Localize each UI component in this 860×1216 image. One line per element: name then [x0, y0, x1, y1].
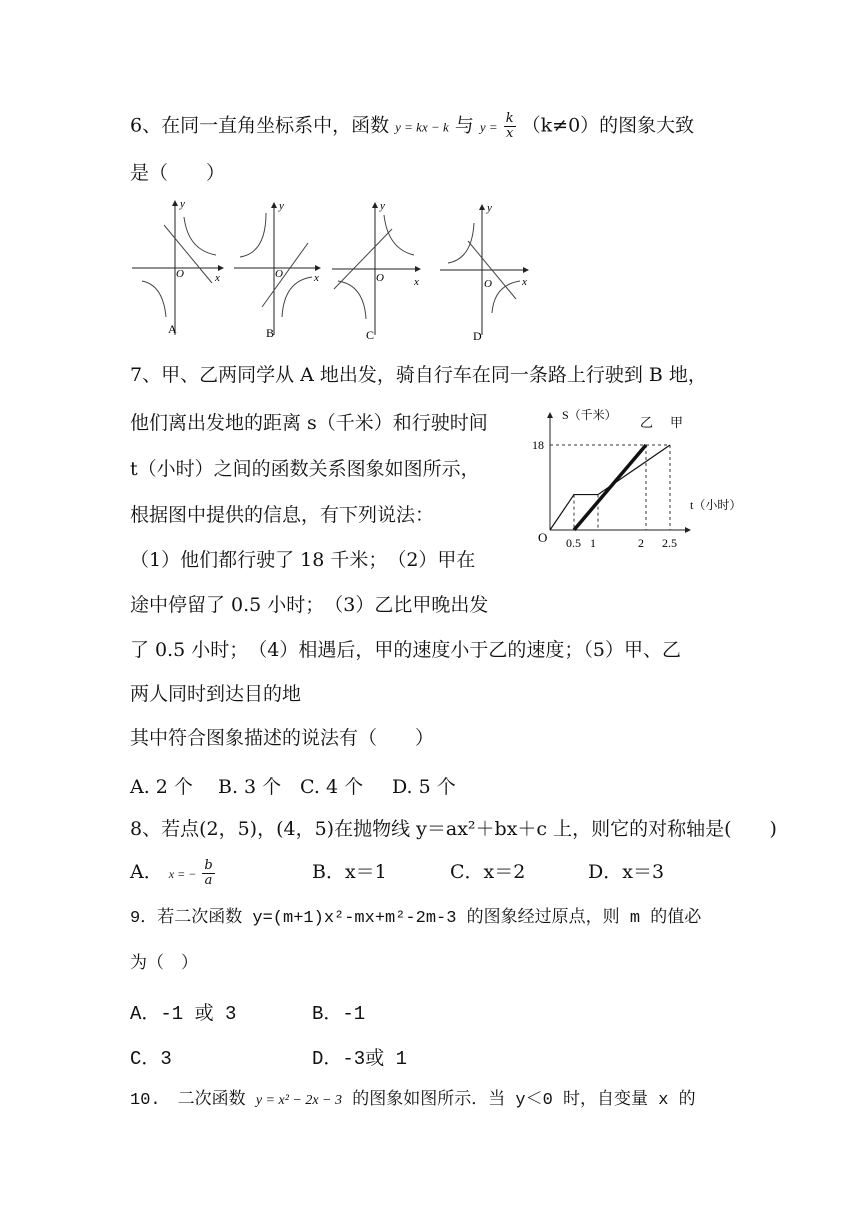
graph-d-x-label: x — [522, 276, 527, 288]
y-tick-18: 18 — [532, 438, 544, 452]
graph-b — [234, 200, 320, 340]
graph-c-label: C — [366, 328, 375, 342]
graph-c — [332, 200, 420, 342]
graph-a-x-label: x — [215, 272, 220, 284]
q8-line-1: 8、若点(2，5)，(4，5)在抛物线 y＝ax²＋bx＋c 上，则它的对称轴是( ) — [130, 818, 777, 840]
q7-line-5: （1）他们都行驶了 18 千米； （2）甲在 — [130, 549, 476, 571]
q10-prefix: 10. 二次函数 — [130, 1091, 246, 1110]
graph-c-y-label: y — [380, 200, 385, 212]
q7-distance-time-chart — [530, 405, 790, 555]
q9-option-a: A．-1 或 3 — [130, 1003, 237, 1025]
q6-graphs — [128, 195, 538, 345]
graph-b-y-label: y — [279, 200, 284, 212]
graph-b-origin: O — [275, 268, 283, 280]
x-tick-label: 2 — [638, 536, 644, 550]
q7-line-6: 途中停留了 0.5 小时； （3）乙比甲晚出发 — [130, 594, 489, 616]
q9-option-d: D．-3或 1 — [312, 1048, 408, 1070]
q8-option-b: B．x＝1 — [312, 861, 387, 883]
q8-option-a — [130, 857, 215, 888]
q10-suffix: 的图象如图所示．当 y＜0 时，自变量 x 的 — [352, 1091, 696, 1110]
q7-line-1: 7、甲、乙两同学从 A 地出发，骑自行车在同一条路上行驶到 B 地， — [130, 364, 707, 386]
graph-d-origin: O — [484, 278, 492, 290]
q7-line-9: 其中符合图象描述的说法有（ ） — [130, 727, 435, 749]
series-label-yi: 乙 — [640, 415, 654, 430]
q6-text: 6、在同一直角坐标系中，函数 — [130, 114, 390, 137]
q6-fraction — [504, 112, 516, 141]
q8-option-a-label: A． — [130, 861, 163, 883]
graph-a-origin: O — [176, 268, 184, 280]
graph-a — [132, 198, 223, 336]
x-axis-label: t（小时） — [690, 498, 742, 512]
q6-line-1 — [130, 112, 694, 141]
q8-option-c: C．x＝2 — [450, 861, 526, 883]
graph-c-origin: O — [376, 272, 384, 284]
q9-line-1: 9．若二次函数 y=(m+1)x²-mx+m²-2m-3 的图象经过原点，则 m 的值必 — [130, 909, 702, 928]
q6-fraction-denominator: x — [505, 126, 514, 141]
x-tick-label: 0.5 — [566, 536, 581, 550]
q6-condition: （k≠0）的图象大致 — [521, 114, 695, 137]
q6-connector: 与 — [454, 114, 474, 137]
q8-fraction-denominator: a — [204, 872, 213, 888]
q6-function-1: y = kx − k — [395, 119, 449, 135]
y-axis-label: S（千米） — [562, 408, 617, 422]
q9-option-b: B．-1 — [312, 1003, 366, 1025]
q6-function-2-lhs: y = — [479, 119, 498, 135]
q7-line-2: 他们离出发地的距离 s（千米）和行驶时间 — [130, 412, 488, 434]
q8-option-a-fraction — [202, 859, 214, 888]
q7-option-d: D. 5 个 — [392, 776, 456, 798]
q7-option-c: C. 4 个 — [300, 776, 364, 798]
graph-a-y-label: y — [180, 198, 185, 210]
q9-option-c: C．3 — [130, 1048, 172, 1070]
q7-line-3: t（小时）之间的函数关系图象如图所示， — [130, 458, 480, 480]
series-label-jia: 甲 — [670, 415, 684, 430]
x-tick-label: 2.5 — [662, 536, 677, 550]
origin-label: O — [538, 530, 548, 545]
q7-line-7: 了 0.5 小时； （4）相遇后，甲的速度小于乙的速度；（5）甲、乙 — [130, 639, 681, 661]
graph-d — [440, 202, 528, 343]
q10-function: y = x² − 2x − 3 — [255, 1093, 342, 1108]
q7-option-a: A. 2 个 — [130, 776, 193, 798]
graph-d-label: D — [473, 329, 482, 343]
graph-b-label: B — [266, 326, 275, 340]
q8-option-a-lhs: x = − — [168, 867, 197, 881]
q6-line-2: 是（ ） — [130, 162, 226, 184]
q6-fraction-numerator: k — [505, 111, 514, 126]
q8-fraction-numerator: b — [204, 857, 213, 873]
q7-option-b: B. 3 个 — [218, 776, 282, 798]
q9-line-2: 为（ ） — [130, 955, 198, 974]
q10-line-1 — [130, 1088, 696, 1114]
graph-b-x-label: x — [314, 272, 319, 284]
graph-c-x-label: x — [414, 276, 419, 288]
q7-line-8: 两人同时到达目的地 — [130, 683, 302, 705]
series-line-yi — [574, 445, 646, 530]
graph-a-label: A — [168, 322, 177, 336]
graph-d-y-label: y — [487, 202, 492, 214]
x-tick-label: 1 — [590, 536, 596, 550]
q7-line-4: 根据图中提供的信息，有下列说法： — [130, 504, 435, 526]
q7-marks — [550, 445, 677, 550]
q8-option-d: D．x＝3 — [588, 861, 665, 883]
